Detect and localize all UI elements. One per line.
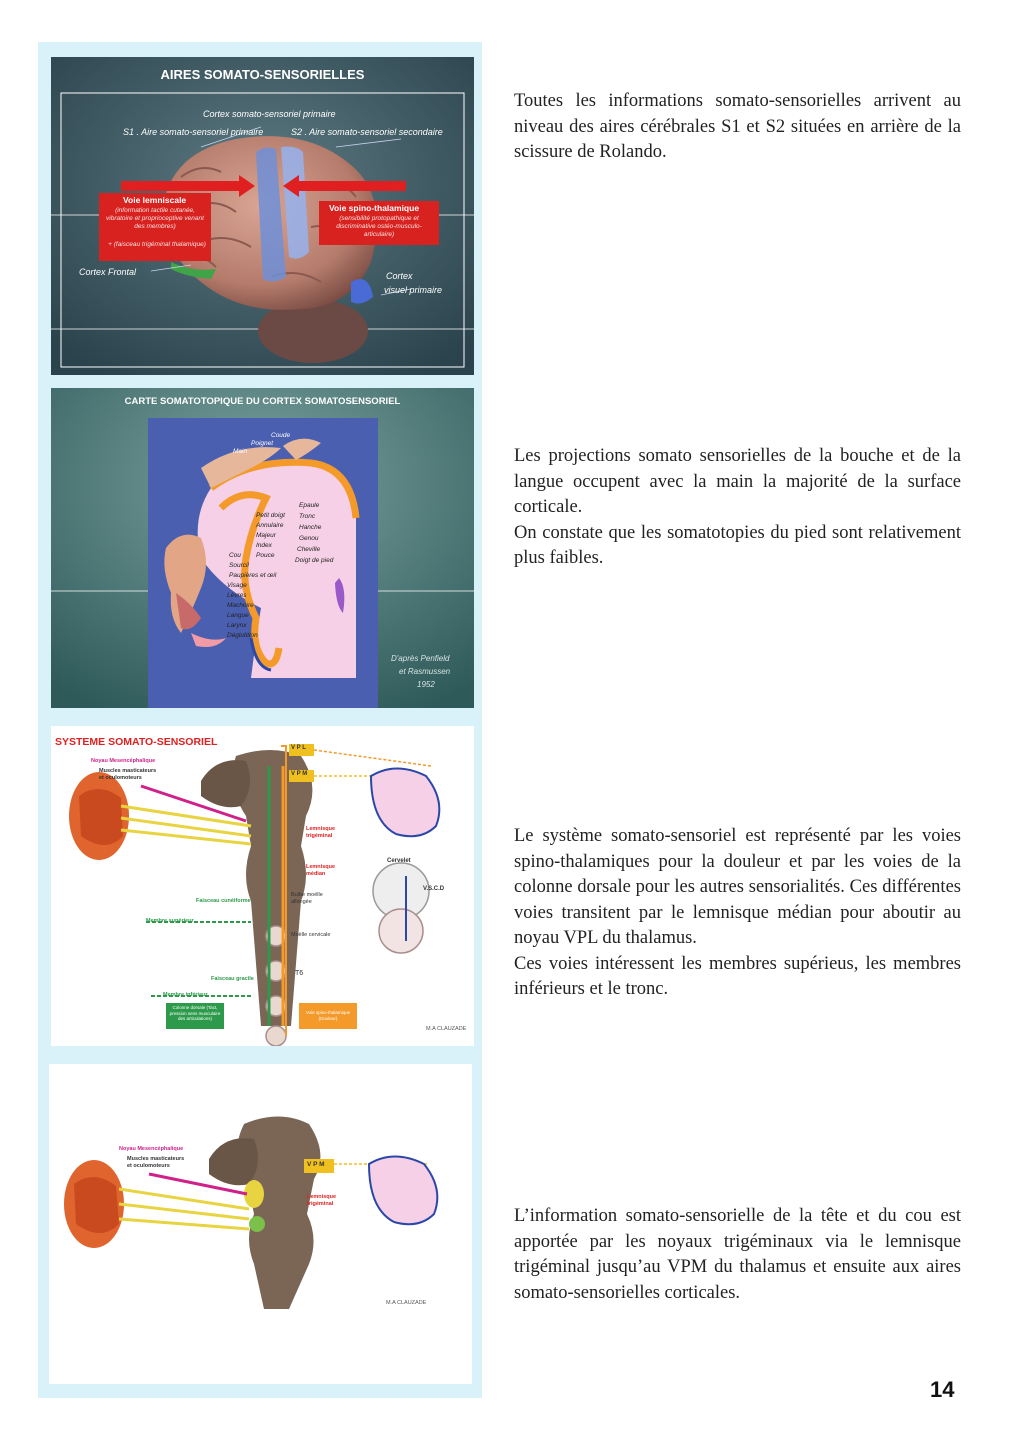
figure2-label-pouce: Pouce	[256, 552, 275, 559]
figure1-s1-label: S1 . Aire somato-sensoriel primaire	[123, 127, 264, 137]
paragraph-1-text: Toutes les informations somato-sensorielles arrivent au niveau des aires cérébrales S1 et S2 situées en arrière de la scissure de Rolando.	[514, 91, 961, 162]
paragraph-4-text: L’information somato-sensorielle de la tête et du cou est apportée par les noyaux trigéminaux via le lemnisque trigéminal jusqu’au VPM du thalamus et ensuite aux aires somato-sensorielles corticales.	[514, 1206, 961, 1303]
figure3-faisceau-2: Faisceau gracile	[211, 976, 254, 982]
figure1-frontal-label: Cortex Frontal	[79, 267, 137, 277]
figure3-membre-inf: Membre inférieur	[163, 992, 208, 998]
figure2-label-genou: Genou	[299, 535, 319, 542]
figure1-lemniscal-text: (information tactile cutanée, vibratoire et proprioceptive venant des membres)	[106, 207, 204, 230]
figure4-credit: M.A CLAUZADE	[386, 1300, 427, 1306]
figure2-label-hanche: Hanche	[299, 524, 322, 531]
figure3-title: SYSTEME SOMATO-SENSORIEL	[55, 736, 218, 748]
paragraph-3-text: Le système somato-sensoriel est représenté par les voies spino-thalamiques pour la douleur et par les voies de la colonne dorsale pour les autres sensorialités. Ces différentes voies transitent par le lemnisque médian pour aboutir au noyau VPL du thalamus.	[514, 826, 961, 948]
figure3-noyau: Noyau Mesencéphalique	[91, 758, 156, 764]
paragraph-3	[514, 824, 961, 1003]
figure3-credit: M.A CLAUZADE	[426, 1026, 467, 1032]
figure3-t6: T6	[295, 970, 304, 977]
figure2-label-petit-doigt: Petit doigt	[256, 512, 285, 519]
figure2-label-sourcil: Sourcil	[229, 562, 249, 569]
figure1-cortex-primary: Cortex somato-sensoriel primaire	[203, 109, 336, 119]
figure3-vscd: V.S.C.D	[423, 886, 445, 892]
figure3-bulbe: Bulbe moëlle allongée	[291, 892, 323, 905]
figure-somatosensory-system	[51, 726, 474, 1046]
figure2-label-doigt-de-pied: Doigt de pied	[295, 557, 334, 564]
figure1-s2-label: S2 . Aire somato-sensoriel secondaire	[291, 127, 443, 137]
figure2-label-tronc: Tronc	[299, 513, 316, 520]
figure3-green-box: Colonne dorsale (Tact, pression sens musculaire des articulations)	[169, 1005, 221, 1021]
figure4-vpm: V P M	[307, 1161, 325, 1168]
figure2-label-deglutition: Déglutition	[227, 632, 258, 639]
figure2-label-majeur: Majeur	[256, 532, 276, 539]
paragraph-2-text: Les projections somato sensorielles de la bouche et de la langue occupent avec la main la majorité de la surface corticale.	[514, 446, 961, 517]
page-number: 14	[930, 1377, 955, 1402]
figure2-label-main: Main	[233, 448, 248, 455]
figure1-visual-label-1: Cortex	[386, 271, 413, 281]
figure2-label-levres: Lèvres	[227, 592, 247, 599]
figure4-noyau: Noyau Mesencéphalique	[119, 1146, 184, 1152]
figure2-label-paupieres: Paupières et œil	[229, 572, 277, 579]
figure2-credit-2: et Rasmussen	[399, 667, 451, 676]
figure-trigeminal-pathway	[49, 1064, 472, 1384]
figure3-vpl: V P L	[291, 745, 306, 751]
figure2-label-cheville: Cheville	[297, 546, 321, 553]
figure1-visual-label-2: visuel primaire	[384, 285, 443, 295]
figure2-credit-1: D'après Penfield	[391, 654, 450, 663]
figure2-label-langue: Langue	[227, 612, 249, 619]
paragraph-2	[514, 444, 961, 572]
figure3-moelle: Moëlle cervicale	[291, 932, 331, 938]
figure4-muscles: Muscles masticateurs et oculomoteurs	[127, 1156, 185, 1169]
figure3-cervelet: Cervelet	[387, 858, 411, 864]
figure4-lemn-trig: Lemnisque trigéminal	[307, 1194, 337, 1207]
paragraph-1	[514, 89, 961, 166]
figure2-credit-3: 1952	[417, 680, 435, 689]
figure1-spino-title: Voie spino-thalamique	[329, 203, 420, 213]
figure2-label-index: Index	[256, 542, 272, 549]
figure2-label-larynx: Larynx	[227, 622, 247, 629]
figure2-label-epaule: Epaule	[299, 502, 320, 509]
figure3-membre-sup: Membre supérieur	[146, 918, 194, 924]
figure3-vpm: V P M	[291, 771, 308, 777]
paragraph-2-text-2: On constate que les somatotopies du pied sont relativement plus faibles.	[514, 522, 961, 568]
figure2-label-coude: Coude	[271, 432, 291, 439]
figure2-label-poignet: Poignet	[251, 440, 274, 447]
figure1-title: AIRES SOMATO-SENSORIELLES	[160, 67, 365, 82]
figure2-label-machoire: Machoire	[227, 602, 254, 609]
figure2-title: CARTE SOMATOTOPIQUE DU CORTEX SOMATOSENSORIEL	[124, 396, 401, 407]
figure-somatotopic-map	[51, 388, 474, 708]
figure-somatosensory-areas	[51, 57, 474, 375]
figure1-lemniscal-title: Voie lemniscale	[123, 195, 187, 205]
figure3-muscles: Muscles masticateurs et oculomoteurs	[99, 768, 157, 781]
figure3-lemn-trig: Lemnisque trigéminal	[306, 826, 336, 839]
figure3-orange-box: Voie spino-thalamique (Douleur)	[305, 1010, 351, 1021]
figure1-lemniscal-text2: + (faisceau trigéminal thalamique)	[108, 241, 206, 248]
figure2-label-visage: Visage	[227, 582, 247, 589]
figure1-spino-text: (sensibilité protopathique et discriminative ostéo-musculo-articulaire)	[336, 215, 422, 238]
figure2-label-annulaire: Annulaire	[256, 522, 284, 529]
paragraph-3-text-2: Ces voies intéressent les membres supérieus, les membres inférieurs et le tronc.	[514, 953, 961, 999]
figure3-lemn-median: Lemnisque médian	[306, 864, 336, 877]
figure2-label-cou: Cou	[229, 552, 241, 559]
paragraph-4	[514, 1204, 961, 1306]
figure3-faisceau-1: Faisceau cunéiforme	[196, 898, 251, 904]
